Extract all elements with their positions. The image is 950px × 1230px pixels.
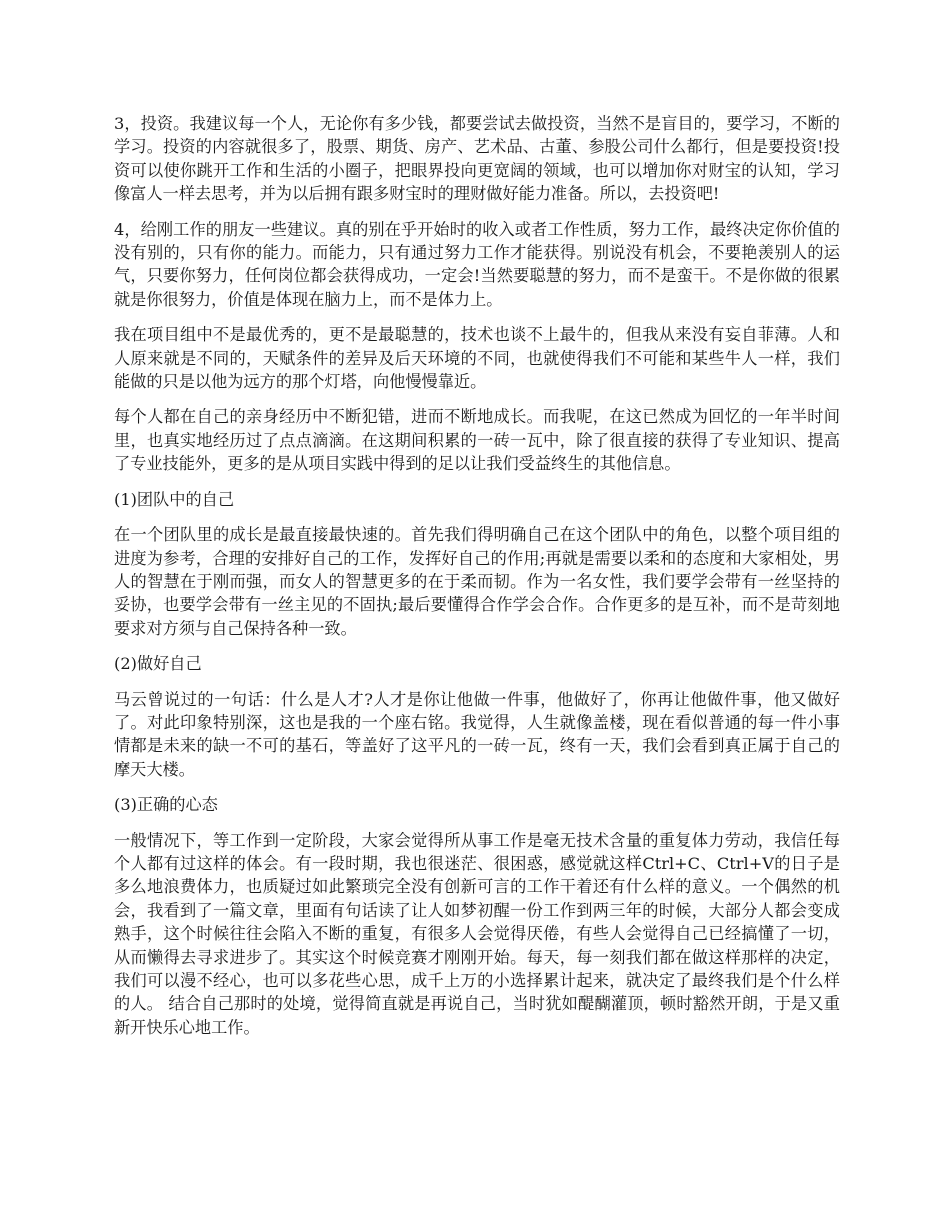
paragraph-growth: 每个人都在自己的亲身经历中不断犯错，进而不断地成长。而我呢，在这已然成为回忆的一年半时间里，也真实地经历过了点点滴滴。在这期间积累的一砖一瓦中，除了很直接的获得了专业知识、提高了专业技能外，更多的是从项目实践中得到的足以让我们受益终生的其他信息。 (114, 407, 840, 474)
section-heading-self: (2)做好自己 (114, 654, 202, 674)
paragraph-advice: 4，给刚工作的朋友一些建议。真的别在乎开始时的收入或者工作性质，努力工作，最终决定你价值的没有别的，只有你的能力。而能力，只有通过努力工作才能获得。别说没有机会，不要艳羡别人的运气，只要你努力，任何岗位都会获得成功，一定会!当然要聪慧的努力，而不是蛮干。不是你做的很累就是你很努力，价值是体现在脑力上，而不是体力上。 (114, 219, 840, 309)
document-body (114, 112, 840, 1051)
paragraph-team: 在一个团队里的成长是最直接最快速的。首先我们得明确自己在这个团队中的角色，以整个项目组的进度为参考，合理的安排好自己的工作，发挥好自己的作用;再就是需要以柔和的态度和大家相处，男人的智慧在于刚而强，而女人的智慧更多的在于柔而韧。作为一名女性，我们要学会带有一丝坚持的妥协，也要学会带有一丝主见的不固执;最后要懂得合作学会合作。合作更多的是互补，而不是苛刻地要求对方须与自己保持各种一致。 (114, 525, 840, 638)
paragraph-self-assessment: 我在项目组中不是最优秀的，更不是最聪慧的，技术也谈不上最牛的，但我从来没有妄自菲薄。人和人原来就是不同的，天赋条件的差异及后天环境的不同，也就使得我们不可能和某些牛人一样，我们能做的只是以他为远方的那个灯塔，向他慢慢靠近。 (114, 325, 840, 392)
paragraph-investment: 3，投资。我建议每一个人，无论你有多少钱，都要尝试去做投资，当然不是盲目的，要学习，不断的学习。投资的内容就很多了，股票、期货、房产、艺术品、古董、参股公司什么都行，但是要投资!投资可以使你跳开工作和生活的小圈子，把眼界投向更宽阔的领域，也可以增加你对财宝的认知，学习像富人一样去思考，并为以后拥有跟多财宝时的理财做好能力准备。所以，去投资吧! (114, 114, 840, 204)
paragraph-mindset: 一般情况下，等工作到一定阶段，大家会觉得所从事工作是毫无技术含量的重复体力劳动，我信任每个人都有过这样的体会。有一段时期，我也很迷茫、很困惑，感觉就这样Ctrl+C、Ctrl+V的日子是多么地浪费体力，也质疑过如此繁琐完全没有创新可言的工作干着还有什么样的意义。一个偶然的机会，我看到了一篇文章，里面有句话读了让人如梦初醒一份工作到两三年的时候，大部分人都会变成熟手，这个时候往往会陷入不断的重复，有很多人会觉得厌倦，有些人会觉得自己已经搞懂了一切，从而懒得去寻求进步了。其实这个时候竞赛才刚刚开始。每天，每一刻我们都在做这样那样的决定，我们可以漫不经心，也可以多花些心思，成千上万的小选择累计起来，就决定了最终我们是个什么样的人。 结合自己那时的处境，觉得简直就是再说自己，当时犹如醍醐灌顶，顿时豁然开朗，于是又重新开快乐心地工作。 (114, 830, 840, 1037)
section-heading-team: (1)团队中的自己 (114, 489, 235, 509)
paragraph-self: 马云曾说过的一句话：什么是人才?人才是你让他做一件事，他做好了，你再让他做件事，他又做好了。对此印象特别深，这也是我的一个座右铭。我觉得，人生就像盖楼，现在看似普通的每一件小事情都是未来的缺一不可的基石，等盖好了这平凡的一砖一瓦，终有一天，我们会看到真正属于自己的摩天大楼。 (114, 689, 840, 779)
section-heading-mindset: (3)正确的心态 (114, 795, 218, 815)
